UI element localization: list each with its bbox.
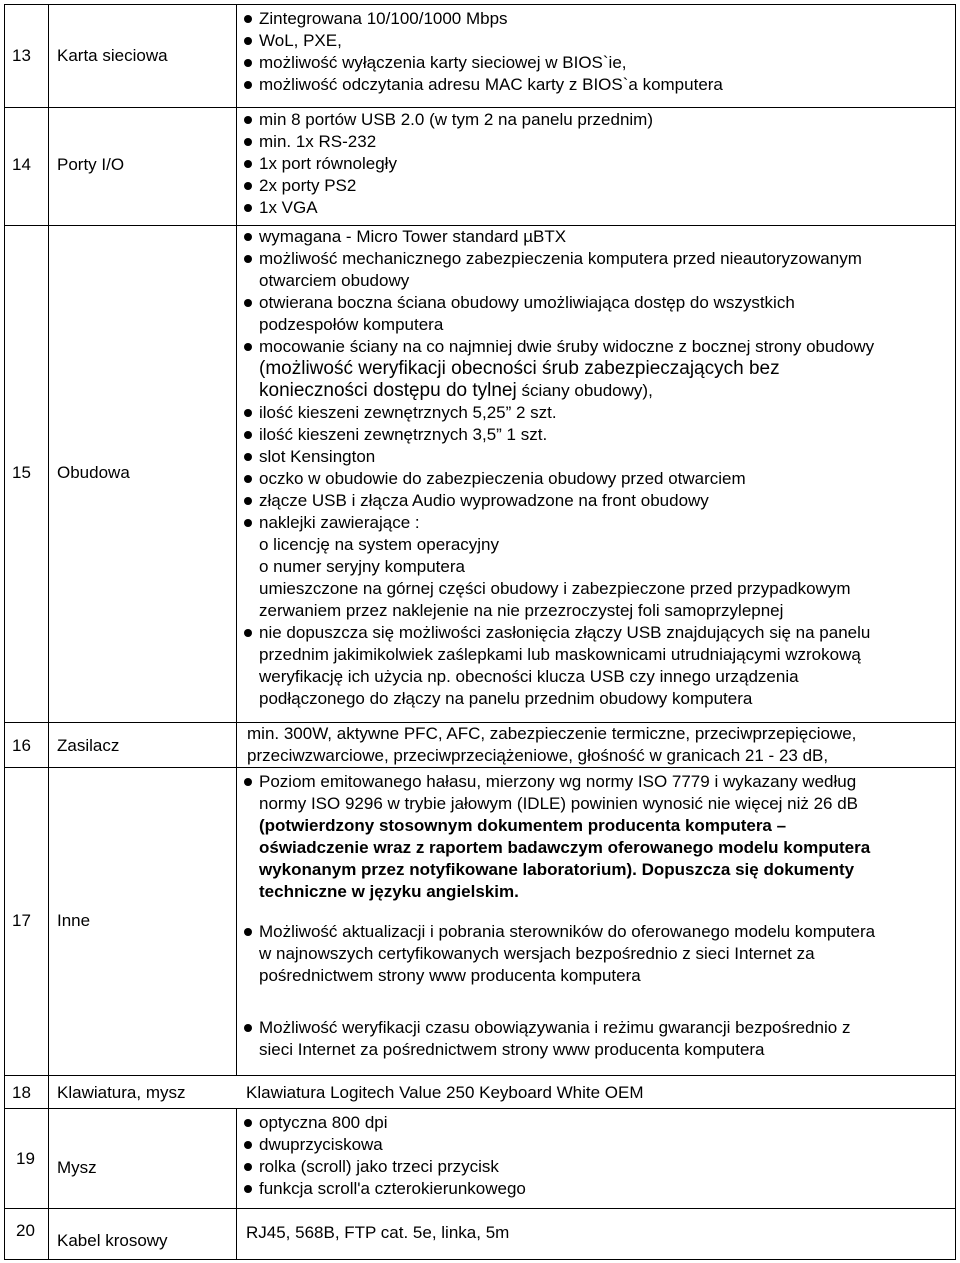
- list-item: naklejki zawierające :: [238, 512, 874, 534]
- row-label: Obudowa: [57, 463, 130, 482]
- row-15-list: [238, 226, 874, 710]
- list-item-continuation: sieci Internet za pośrednictwem strony www producenta komputera: [259, 1040, 765, 1059]
- list-item: ilość kieszeni zewnętrznych 3,5” 1 szt.: [238, 424, 874, 446]
- list-item: 1x VGA: [238, 197, 653, 219]
- list-item: 2x porty PS2: [238, 175, 653, 197]
- list-item: slot Kensington: [238, 446, 874, 468]
- row-value: Klawiatura Logitech Value 250 Keyboard White OEM: [246, 1083, 644, 1102]
- list-item-continuation: zerwaniem przez naklejenie na nie przezroczystej foli samoprzylepnej: [259, 601, 784, 620]
- list-item-continuation: podzespołów komputera: [259, 315, 444, 334]
- row-number: 20: [16, 1221, 35, 1240]
- list-item-continuation: przednim jakimikolwiek zaślepkami lub maskownicami utrudniającymi wzrokową: [259, 645, 861, 664]
- row-number: 13: [12, 46, 31, 65]
- row-19-list: [238, 1112, 526, 1200]
- row-number: 14: [12, 155, 31, 174]
- row-label: Zasilacz: [57, 736, 120, 755]
- row-label: Inne: [57, 911, 91, 930]
- row-number: 18: [12, 1083, 31, 1102]
- row-14-list: [238, 109, 653, 219]
- table-border: [4, 4, 5, 1259]
- list-item-continuation: oświadczenie wraz z raportem badawczym oferowanego modelu komputera: [259, 838, 871, 857]
- list-item-continuation: w najnowszych certyfikowanych wersjach bezpośrednio z sieci Internet za: [259, 944, 815, 963]
- list-item-continuation: techniczne w języku angielskim.: [259, 882, 519, 901]
- row-divider: [4, 1108, 956, 1109]
- list-item-continuation: (potwierdzony stosownym dokumentem producenta komputera –: [259, 816, 787, 835]
- text-span: np. obecności klucza USB czy innego urządzenia: [427, 667, 799, 686]
- list-item: złącze USB i złącza Audio wyprowadzone na front obudowy: [238, 490, 874, 512]
- list-item-continuation: (możliwość weryfikacji obecności śrub zabezpieczających bez: [259, 358, 780, 379]
- list-item: możliwość mechanicznego zabezpieczenia komputera przed nieautoryzowanym: [238, 248, 874, 270]
- row-17-list-2: [238, 921, 875, 987]
- list-item: Możliwość aktualizacji i pobrania sterowników do oferowanego modelu komputera: [238, 921, 875, 943]
- table-border: [4, 4, 956, 5]
- row-number: 16: [12, 736, 31, 755]
- list-item: Zintegrowana 10/100/1000 Mbps: [238, 8, 723, 30]
- list-item: dwuprzyciskowa: [238, 1134, 526, 1156]
- table-border: [955, 4, 956, 1259]
- row-value: RJ45, 568B, FTP cat. 5e, linka, 5m: [246, 1223, 510, 1242]
- list-item-continuation: [238, 380, 874, 402]
- table-border: [4, 1259, 956, 1260]
- column-divider: [236, 4, 237, 1075]
- row-number: 15: [12, 463, 31, 482]
- row-13-list: [238, 8, 723, 96]
- text-line: min. 300W, aktywne PFC, AFC, zabezpieczenie termiczne, przeciwprzepięciowe,: [247, 724, 857, 743]
- list-item: możliwość odczytania adresu MAC karty z BIOS`a komputera: [238, 74, 723, 96]
- list-item: mocowanie ściany na co najmniej dwie śruby widoczne z bocznej strony obudowy: [238, 336, 874, 358]
- list-item: nie dopuszcza się możliwości zasłonięcia złączy USB znajdujących się na panelu: [238, 622, 874, 644]
- text-span: konieczności dostępu do tylnej: [259, 380, 517, 401]
- list-item: funkcja scroll'a czterokierunkowego: [238, 1178, 526, 1200]
- list-item: wymagana - Micro Tower standard µBTX: [238, 226, 874, 248]
- list-item: oczko w obudowie do zabezpieczenia obudowy przed otwarciem: [238, 468, 874, 490]
- row-label: Karta sieciowa: [57, 46, 168, 65]
- row-divider: [4, 1075, 956, 1076]
- list-item-continuation: wykonanym przez notyfikowane laboratorium). Dopuszcza się dokumenty: [259, 860, 855, 879]
- row-17-list-3: [238, 1017, 850, 1061]
- row-17-list-1: [238, 771, 870, 903]
- text-line: przeciwzwarciowe, przeciwprzeciążeniowe, głośność w granicach 21 - 23 dB,: [247, 746, 829, 765]
- list-item: min. 1x RS-232: [238, 131, 653, 153]
- row-divider: [4, 767, 956, 768]
- list-item-continuation: podłączonego do złączy na panelu przednim obudowy komputera: [259, 689, 753, 708]
- row-label: Klawiatura, mysz: [57, 1083, 186, 1102]
- sub-item: o numer seryjny komputera: [259, 557, 465, 576]
- list-item: Możliwość weryfikacji czasu obowiązywania i reżimu gwarancji bezpośrednio z: [238, 1017, 850, 1039]
- list-item: możliwość wyłączenia karty sieciowej w BIOS`ie,: [238, 52, 723, 74]
- list-item: optyczna 800 dpi: [238, 1112, 526, 1134]
- list-item-continuation: pośrednictwem strony www producenta komputera: [259, 966, 641, 985]
- column-divider: [236, 1108, 237, 1259]
- list-item-continuation: otwarciem obudowy: [259, 271, 410, 290]
- list-item: ilość kieszeni zewnętrznych 5,25” 2 szt.: [238, 402, 874, 424]
- row-label: Porty I/O: [57, 155, 125, 174]
- list-item: min 8 portów USB 2.0 (w tym 2 na panelu przednim): [238, 109, 653, 131]
- row-label: Mysz: [57, 1158, 97, 1177]
- row-divider: [4, 1208, 956, 1209]
- text-span: weryfikację ich użycia: [259, 667, 423, 686]
- row-number: 17: [12, 911, 31, 930]
- text-span: ściany obudowy),: [521, 381, 653, 400]
- list-item: rolka (scroll) jako trzeci przycisk: [238, 1156, 526, 1178]
- list-item-continuation: normy ISO 9296 w trybie jałowym (IDLE) powinien wynosić nie więcej niż 26 dB: [259, 794, 859, 813]
- row-number: 19: [16, 1149, 35, 1168]
- list-item: WoL, PXE,: [238, 30, 723, 52]
- list-item-continuation: umieszczone na górnej części obudowy i zabezpieczone przed przypadkowym: [259, 579, 851, 598]
- list-item: 1x port równoległy: [238, 153, 653, 175]
- list-item: otwierana boczna ściana obudowy umożliwiająca dostęp do wszystkich: [238, 292, 874, 314]
- list-item: Poziom emitowanego hałasu, mierzony wg normy ISO 7779 i wykazany według: [238, 771, 870, 793]
- row-divider: [4, 107, 956, 108]
- list-item-continuation: [238, 666, 874, 688]
- sub-item: o licencję na system operacyjny: [259, 535, 500, 554]
- column-divider: [48, 4, 49, 1259]
- row-label: Kabel krosowy: [57, 1231, 168, 1250]
- row-16-text: [247, 723, 856, 767]
